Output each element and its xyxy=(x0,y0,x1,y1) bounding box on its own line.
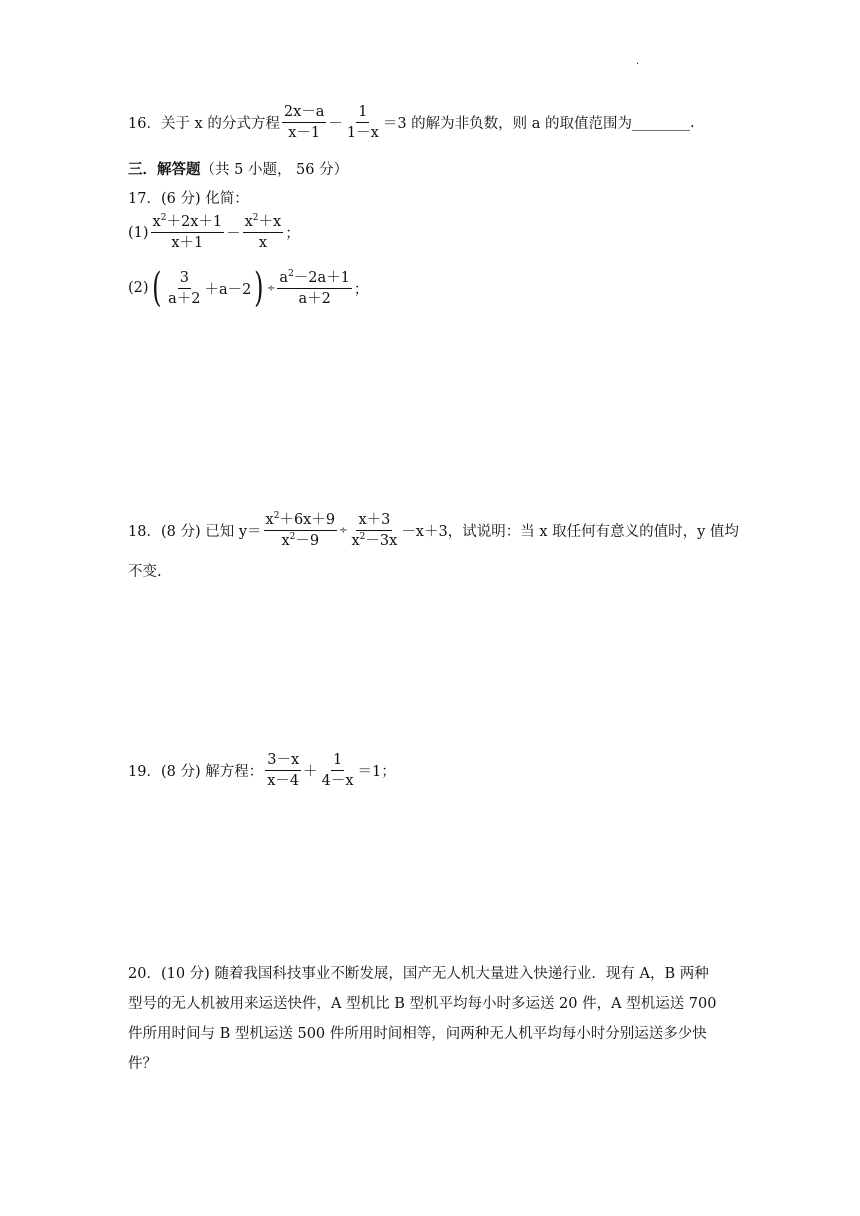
question-text: 已知 y＝ xyxy=(205,524,262,540)
question-16: 16． 关于 x 的分式方程 $\frac{2x-a}{x-1}$ － $\frac{1}{1-x}$ ＝3 的解为非负数，则 a 的取值范围为 ________ . xyxy=(128,104,695,141)
fraction: $\frac{x^2+2x+1}{x+1}$ xyxy=(152,213,223,251)
right-paren: ) xyxy=(254,265,264,311)
question-18-continuation: 不变. xyxy=(128,564,162,580)
left-paren: ( xyxy=(151,265,162,311)
header-mark: . xyxy=(636,56,640,67)
question-number: 19． xyxy=(128,764,161,780)
section-note: （共 5 小题， 56 分） xyxy=(200,162,349,178)
question-17 xyxy=(128,187,249,208)
question-20-line-3: 件所用时间与 B 型机运送 500 件所用时间相等，问两种无人机平均每小时分别运送多少快 xyxy=(128,1026,707,1042)
question-score: (8 分) xyxy=(160,524,201,540)
fraction: $\frac{x^2+x}{x}$ xyxy=(244,213,282,251)
question-number: 16． xyxy=(128,116,161,132)
question-text: 解方程： xyxy=(205,764,264,780)
question-18: 18． (8 分) 已知 y＝ $\frac{x^2+6x+9}{x^2-9}$ ÷ $\frac{x+3}{x^2-3x}$ －x＋3，试说明：当 x 取任何有意义的值时，y 值均 xyxy=(128,511,739,549)
answer-blank[interactable]: ________ xyxy=(632,114,691,131)
fraction: $\frac{x+3}{x^2-3x}$ xyxy=(351,512,398,549)
fraction: $\frac{1}{1-x}$ xyxy=(346,104,379,141)
question-text: 随着我国科技事业不断发展，国产无人机大量进入快递行业．现有 A，B 两种 xyxy=(214,966,709,982)
fraction: $\frac{x^2+6x+9}{x^2-9}$ xyxy=(265,511,336,549)
section-heading xyxy=(128,158,348,179)
question-number: 18． xyxy=(128,524,161,540)
fraction: $\frac{3-x}{x-4}$ xyxy=(267,752,300,789)
question-20 xyxy=(128,962,709,983)
fraction: $\frac{3}{a+2}$ xyxy=(168,269,201,307)
question-score: (8 分) xyxy=(160,764,201,780)
question-17-part-1: (1) $\frac{x^2+2x+1}{x+1}$ － $\frac{x^2+x}{x}$ ； xyxy=(128,213,300,251)
fraction: $\frac{1}{4-x}$ xyxy=(321,752,354,789)
question-19: 19． (8 分) 解方程： $\frac{3-x}{x-4}$ ＋ $\frac{1}{4-x}$ ＝1； xyxy=(128,752,396,789)
question-20-line-4: 件？ xyxy=(128,1056,157,1072)
question-number: 17． xyxy=(128,191,161,207)
question-20-line-2: 型号的无人机被用来运送快件，A 型机比 B 型机平均每小时多运送 20 件，A 型机运送 700 xyxy=(128,996,717,1012)
fraction: $\frac{2x-a}{x-1}$ xyxy=(283,104,325,141)
question-text: －x＋3，试说明：当 x 取任何有意义的值时，y 值均 xyxy=(401,524,739,540)
fraction: $\frac{a^2-2a+1}{a+2}$ xyxy=(279,268,350,307)
question-text: 关于 x 的分式方程 xyxy=(160,116,280,132)
question-text: ＝3 的解为非负数，则 a 的取值范围为 xyxy=(382,116,633,132)
part-label: (2) xyxy=(128,280,149,296)
question-score: (10 分) xyxy=(160,966,210,982)
part-label: (1) xyxy=(128,224,149,241)
question-text: 化简： xyxy=(205,191,249,207)
question-17-part-2: (2) ( $\frac{3}{a+2}$ ＋a－2 ) ÷ $\frac{a^2-2a+1}{a+2}$ ； xyxy=(128,265,369,311)
question-number: 20． xyxy=(128,966,161,982)
question-score: (6 分) xyxy=(160,191,201,207)
section-title: 三．解答题 xyxy=(128,161,201,178)
